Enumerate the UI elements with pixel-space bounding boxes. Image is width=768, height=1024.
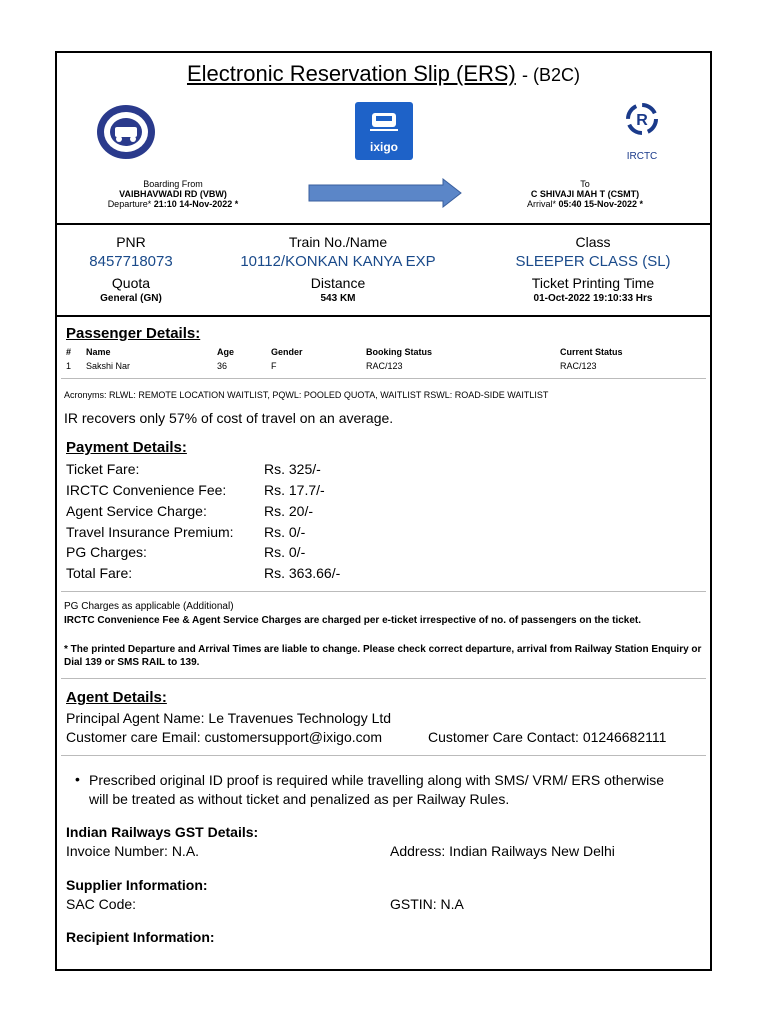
payment-label: Total Fare:	[66, 565, 133, 581]
col-header-gender: Gender	[271, 347, 303, 357]
agent-details-title: Agent Details:	[66, 689, 167, 706]
title-sub: - (B2C)	[522, 65, 581, 85]
svg-text:R: R	[636, 112, 648, 129]
col-header-booking-status: Booking Status	[366, 347, 433, 357]
class-label: Class	[575, 234, 611, 250]
passenger-name: Sakshi Nar	[86, 361, 131, 371]
ixigo-logo-icon	[355, 102, 413, 160]
passenger-current-status: RAC/123	[560, 361, 597, 371]
divider	[61, 591, 706, 592]
payment-value: Rs. 17.7/-	[264, 482, 325, 498]
passenger-details-title: Passenger Details:	[66, 325, 201, 342]
departure-line	[87, 199, 259, 209]
gst-details-title: Indian Railways GST Details:	[66, 824, 259, 840]
payment-value: Rs. 20/-	[264, 503, 314, 519]
quota-value: General (GN)	[100, 293, 162, 304]
passenger-gender: F	[271, 361, 277, 371]
col-header-current-status: Current Status	[560, 347, 623, 357]
supplier-info-title: Supplier Information:	[66, 877, 208, 893]
boarding-block	[87, 179, 259, 209]
distance-value: 543 KM	[320, 293, 356, 304]
departure-label: Departure*	[107, 199, 152, 209]
irctc-logo-icon	[623, 101, 661, 137]
boarding-station: VAIBHAVWADI RD (VBW)	[119, 189, 227, 199]
principal-agent-name: Principal Agent Name: Le Travenues Technology Ltd	[66, 710, 392, 726]
destination-block	[497, 179, 673, 209]
payment-details-title: Payment Details:	[66, 439, 187, 456]
class-value: SLEEPER CLASS (SL)	[515, 253, 671, 270]
boarding-label: Boarding From	[143, 179, 203, 189]
gstin: GSTIN: N.A	[390, 896, 464, 912]
to-label: To	[580, 179, 590, 189]
payment-label: IRCTC Convenience Fee:	[66, 482, 227, 498]
col-header-name: Name	[86, 347, 111, 357]
customer-care-contact: Customer Care Contact: 01246682111	[428, 729, 667, 745]
pnr-label: PNR	[116, 234, 146, 250]
payment-label: Travel Insurance Premium:	[66, 524, 234, 540]
to-station: C SHIVAJI MAH T (CSMT)	[530, 189, 640, 199]
passenger-index: 1	[66, 361, 72, 371]
arrival-line	[497, 199, 673, 209]
pg-charges-note: PG Charges as applicable (Additional)	[64, 601, 234, 612]
divider	[61, 678, 706, 679]
print-time-value: 01-Oct-2022 19:10:33 Hrs	[533, 293, 653, 304]
invoice-number: Invoice Number: N.A.	[66, 843, 200, 859]
departure-value: 21:10 14-Nov-2022 *	[153, 199, 239, 209]
payment-value: Rs. 325/-	[264, 461, 321, 477]
title-main: Electronic Reservation Slip (ERS)	[186, 61, 516, 86]
col-header-age: Age	[217, 347, 235, 357]
arrival-value: 05:40 15-Nov-2022 *	[558, 199, 644, 209]
col-header-index: #	[66, 347, 72, 357]
pnr-value: 8457718073	[89, 253, 173, 270]
sac-code: SAC Code:	[66, 896, 137, 912]
payment-value: Rs. 0/-	[264, 544, 306, 560]
payment-label: Agent Service Charge:	[66, 503, 207, 519]
train-icon	[368, 110, 400, 134]
print-time-label: Ticket Printing Time	[531, 275, 655, 291]
gst-address: Address: Indian Railways New Delhi	[390, 843, 615, 859]
acronyms-note: Acronyms: RLWL: REMOTE LOCATION WAITLIST, PQWL: POOLED QUOTA, WAITLIST RSWL: ROAD-SIDE WAITLIST	[64, 390, 549, 400]
train-value: 10112/KONKAN KANYA EXP	[240, 253, 436, 270]
payment-value: Rs. 0/-	[264, 524, 306, 540]
ers-document	[55, 51, 712, 971]
id-proof-note: Prescribed original ID proof is required while travelling along with SMS/ VRM/ ERS otherwise will be treated as without ticket and penalized as per Railway Rules.	[89, 772, 665, 807]
payment-label: Ticket Fare:	[66, 461, 140, 477]
convenience-fee-note: IRCTC Convenience Fee & Agent Service Charges are charged per e-ticket irrespective of no. of passengers on the ticket.	[64, 615, 642, 626]
arrival-label: Arrival*	[526, 199, 556, 209]
ir-cost-note: IR recovers only 57% of cost of travel on an average.	[64, 410, 394, 426]
indian-railways-logo-icon	[95, 103, 157, 161]
divider	[57, 315, 710, 317]
passenger-booking-status: RAC/123	[366, 361, 403, 371]
document-title	[57, 61, 710, 87]
divider	[61, 378, 706, 379]
payment-label: PG Charges:	[66, 544, 147, 560]
passenger-age: 36	[217, 361, 228, 371]
quota-label: Quota	[111, 275, 151, 291]
divider	[57, 223, 710, 225]
bullet-icon: •	[75, 771, 80, 787]
customer-care-email: Customer care Email: customersupport@ixigo.com	[66, 729, 383, 745]
recipient-info-title: Recipient Information:	[66, 929, 215, 945]
payment-value: Rs. 363.66/-	[264, 565, 341, 581]
irctc-text: IRCTC	[626, 151, 658, 162]
timing-change-note: * The printed Departure and Arrival Times are liable to change. Please check correct departure, arrival from Railway Station Enquiry or Dial 139 or SMS RAIL to 139.	[64, 644, 702, 668]
train-label: Train No./Name	[288, 234, 388, 250]
distance-label: Distance	[310, 275, 366, 291]
route-arrow-icon	[307, 178, 463, 208]
ixigo-text: ixigo	[369, 140, 398, 154]
divider	[61, 755, 706, 756]
